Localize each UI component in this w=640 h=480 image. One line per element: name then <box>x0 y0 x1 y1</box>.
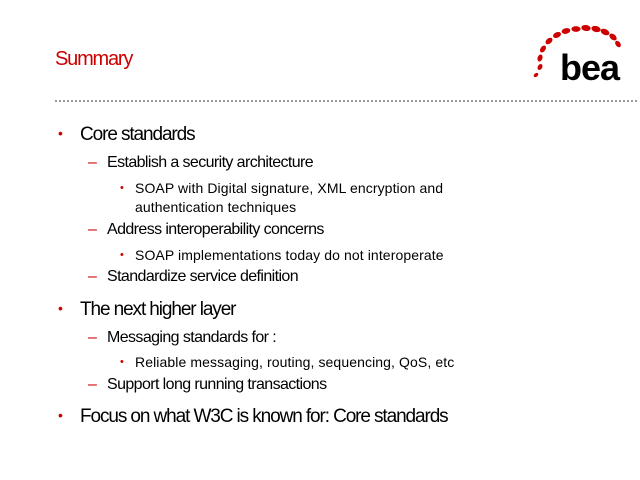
dash-marker: – <box>88 268 97 285</box>
bullet-text: Core standards <box>80 124 195 145</box>
dash-marker: – <box>88 376 97 393</box>
bullet-text: Address interoperability concerns <box>107 221 324 238</box>
bullet-level3 <box>120 247 444 263</box>
bullet-text: Support long running transactions <box>107 376 327 393</box>
bullet-text: The next higher layer <box>80 299 236 320</box>
bullet-level2 <box>88 268 298 286</box>
dash-marker: – <box>88 154 97 171</box>
bullet-marker: • <box>120 356 124 368</box>
bullet-level1 <box>58 406 448 428</box>
bullet-level3 <box>120 180 443 196</box>
bullet-text: SOAP implementations today do not interoperate <box>135 247 444 263</box>
bullet-text: Establish a security architecture <box>107 154 314 171</box>
bullet-marker: • <box>58 407 63 423</box>
dash-marker: – <box>88 221 97 238</box>
bullet-continuation <box>135 199 296 215</box>
bullet-level2 <box>88 329 276 347</box>
bullet-marker: • <box>58 125 63 141</box>
bullet-level1 <box>58 299 235 321</box>
slide-title: Summary <box>55 48 133 70</box>
logo-text: bea <box>560 47 620 84</box>
bullet-marker: • <box>120 249 124 261</box>
bullet-level2 <box>88 376 326 394</box>
bullet-text: Reliable messaging, routing, sequencing, QoS, etc <box>135 354 455 370</box>
bullet-level3 <box>120 354 454 370</box>
bullet-text: Messaging standards for : <box>107 329 277 346</box>
bullet-text: SOAP with Digital signature, XML encryption and <box>135 180 444 196</box>
bullet-marker: • <box>58 300 63 316</box>
bullet-text: Focus on what W3C is known for: Core standards <box>80 406 448 427</box>
dash-marker: – <box>88 329 97 346</box>
bullet-marker: • <box>120 182 124 194</box>
bullet-text: Standardize service definition <box>107 268 299 285</box>
bullet-level2 <box>88 221 324 239</box>
bullet-level2 <box>88 154 313 172</box>
bullet-level1 <box>58 124 195 146</box>
bullet-text: authentication techniques <box>135 199 297 215</box>
